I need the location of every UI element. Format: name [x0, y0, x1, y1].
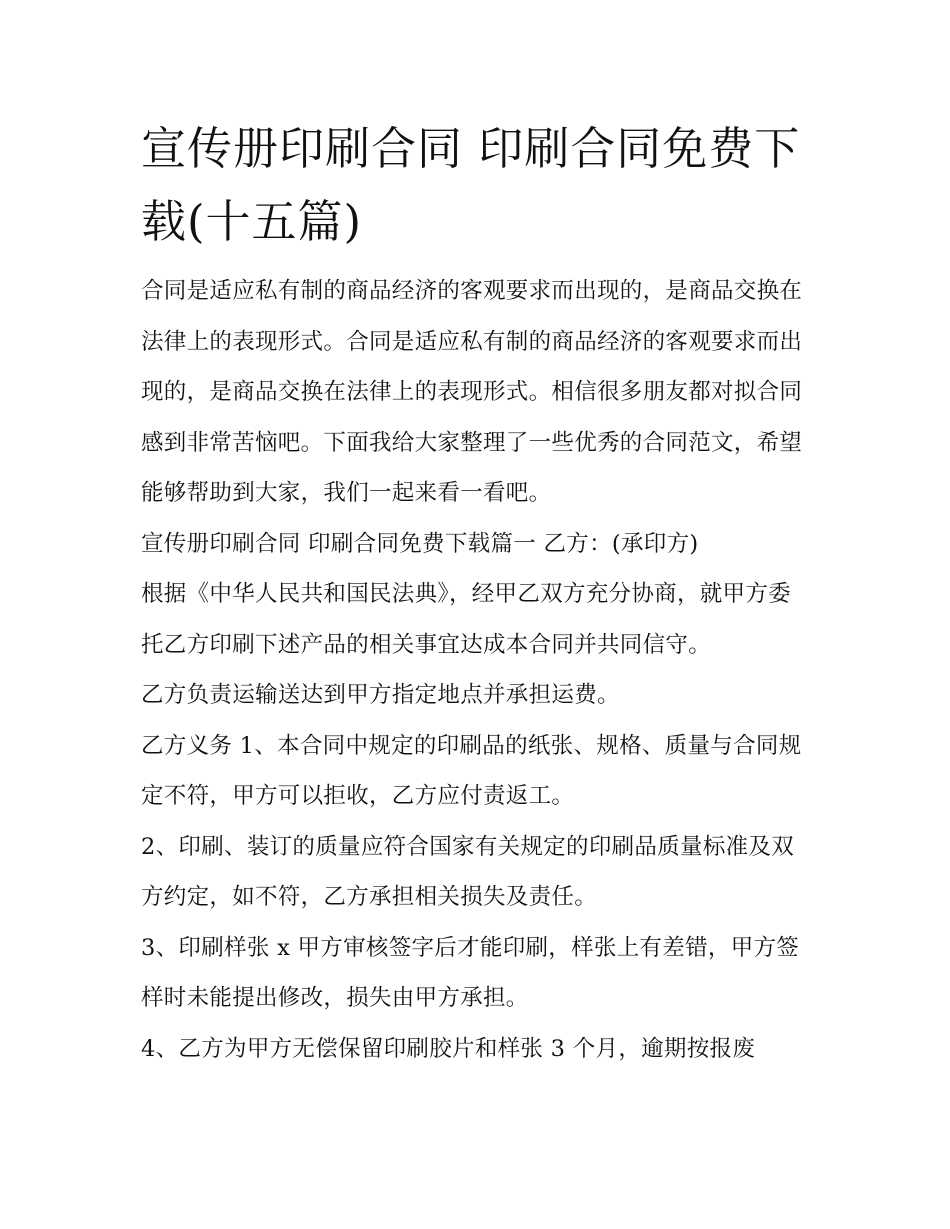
paragraph-intro: 合同是适应私有制的商品经济的客观要求而出现的，是商品交换在法律上的表现形式。合同是适应私有制的商品经济的客观要求而出现的，是商品交换在法律上的表现形式。相信很多朋友都对拟合同感到非常苦恼吧。下面我给大家整理了一些优秀的合同范文，希望能够帮助到大家，我们一起来看一看吧。	[141, 278, 803, 506]
paragraph-section-heading: 宣传册印刷合同 印刷合同免费下载篇一 乙方：(承印方)	[141, 530, 699, 557]
document-body	[141, 112, 813, 1074]
paragraph-legal-basis: 根据《中华人民共和国民法典》，经甲乙双方充分协商，就甲方委托乙方印刷下述产品的相关事宜达成本合同并共同信守。	[141, 581, 791, 658]
paragraph-obligation-3: 3、印刷样张 x 甲方审核签字后才能印刷，样张上有差错，甲方签样时未能提出修改，损失由甲方承担。	[141, 934, 800, 1011]
paragraph-obligation-2: 2、印刷、装订的质量应符合国家有关规定的印刷品质量标准及双方约定，如不符，乙方承担相关损失及责任。	[141, 833, 795, 910]
document-title: 宣传册印刷合同 印刷合同免费下载(十五篇)	[141, 122, 801, 248]
paragraph-obligation-1: 乙方义务 1、本合同中规定的印刷品的纸张、规格、质量与合同规定不符，甲方可以拒收，乙方应付责返工。	[141, 732, 802, 809]
paragraph-transport: 乙方负责运输送达到甲方指定地点并承担运费。	[141, 682, 620, 708]
paragraph-obligation-4: 4、乙方为甲方无偿保留印刷胶片和样张 3 个月，逾期按报废	[141, 1035, 756, 1062]
